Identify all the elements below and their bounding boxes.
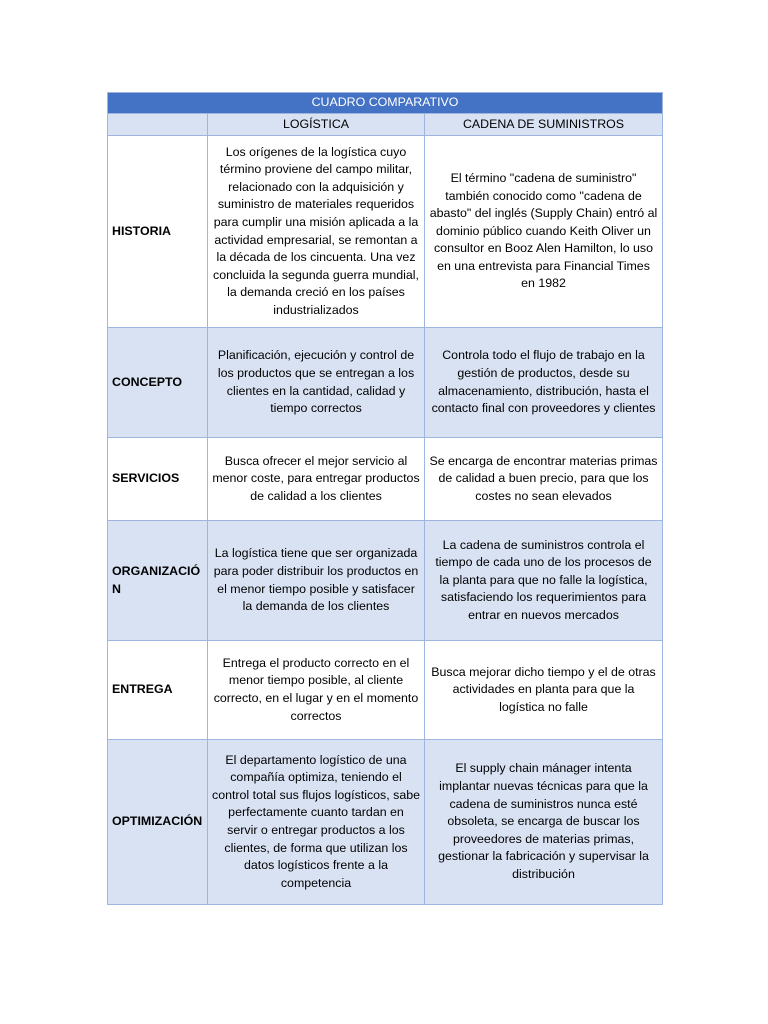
logistica-cell: Busca ofrecer el mejor servicio al menor coste, para entregar productos de calidad a los clientes bbox=[208, 438, 425, 521]
logistica-cell: Planificación, ejecución y control de los productos que se entregan a los clientes en la cantidad, calidad y tiempo correctos bbox=[208, 328, 425, 438]
table-row-historia bbox=[108, 136, 663, 328]
logistica-cell: Entrega el producto correcto en el menor tiempo posible, al cliente correcto, en el lugar y en el momento correctos bbox=[208, 641, 425, 740]
row-label: CONCEPTO bbox=[108, 328, 208, 438]
column-header-empty bbox=[108, 114, 208, 136]
column-header-logistica: LOGÍSTICA bbox=[208, 114, 425, 136]
table-row-servicios bbox=[108, 438, 663, 521]
table-row-optimizacion bbox=[108, 740, 663, 905]
row-label: ORGANIZACIÓN bbox=[108, 521, 208, 641]
row-label: ENTREGA bbox=[108, 641, 208, 740]
table-row-entrega bbox=[108, 641, 663, 740]
row-label: SERVICIOS bbox=[108, 438, 208, 521]
cadena-cell: El supply chain mánager intenta implantar nuevas técnicas para que la cadena de suministros nunca esté obsoleta, se encarga de buscar los proveedores de materias primas, gestionar la fabricación y supervisar la distribución bbox=[425, 740, 663, 905]
cadena-cell: Busca mejorar dicho tiempo y el de otras actividades en planta para que la logística no falle bbox=[425, 641, 663, 740]
cadena-cell: La cadena de suministros controla el tiempo de cada uno de los procesos de la planta para que no falle la logística, satisfaciendo los requerimientos para entrar en nuevos mercados bbox=[425, 521, 663, 641]
cadena-cell: El término "cadena de suministro" también conocido como "cadena de abasto" del inglés (Supply Chain) entró al dominio público cuando Keith Oliver un consultor en Booz Alen Hamilton, lo uso en una entrevista para Financial Times en 1982 bbox=[425, 136, 663, 328]
table-row-organizacion bbox=[108, 521, 663, 641]
logistica-cell: La logística tiene que ser organizada para poder distribuir los productos en el menor tiempo posible y satisfacer la demanda de los clientes bbox=[208, 521, 425, 641]
column-header-row bbox=[108, 114, 663, 136]
row-label: HISTORIA bbox=[108, 136, 208, 328]
table-row-concepto bbox=[108, 328, 663, 438]
logistica-cell: El departamento logístico de una compañía optimiza, teniendo el control total sus flujos logísticos, sabe perfectamente cuanto tardan en servir o entregar productos a los clientes, de forma que utilizan los datos logísticos frente a la competencia bbox=[208, 740, 425, 905]
cadena-cell: Se encarga de encontrar materias primas de calidad a buen precio, para que los costes no sean elevados bbox=[425, 438, 663, 521]
table-title-row bbox=[108, 93, 663, 114]
comparison-table bbox=[107, 92, 663, 905]
row-label: OPTIMIZACIÓN bbox=[108, 740, 208, 905]
table-title: CUADRO COMPARATIVO bbox=[108, 93, 663, 114]
column-header-cadena: CADENA DE SUMINISTROS bbox=[425, 114, 663, 136]
logistica-cell: Los orígenes de la logística cuyo término proviene del campo militar, relacionado con la adquisición y suministro de materiales requeridos para cumplir una misión aplicada a la actividad empresarial, se remontan a la década de los cincuenta. Una vez concluida la segunda guerra mundial, la demanda creció en los países industrializados bbox=[208, 136, 425, 328]
cadena-cell: Controla todo el flujo de trabajo en la gestión de productos, desde su almacenamiento, distribución, hasta el contacto final con proveedores y clientes bbox=[425, 328, 663, 438]
